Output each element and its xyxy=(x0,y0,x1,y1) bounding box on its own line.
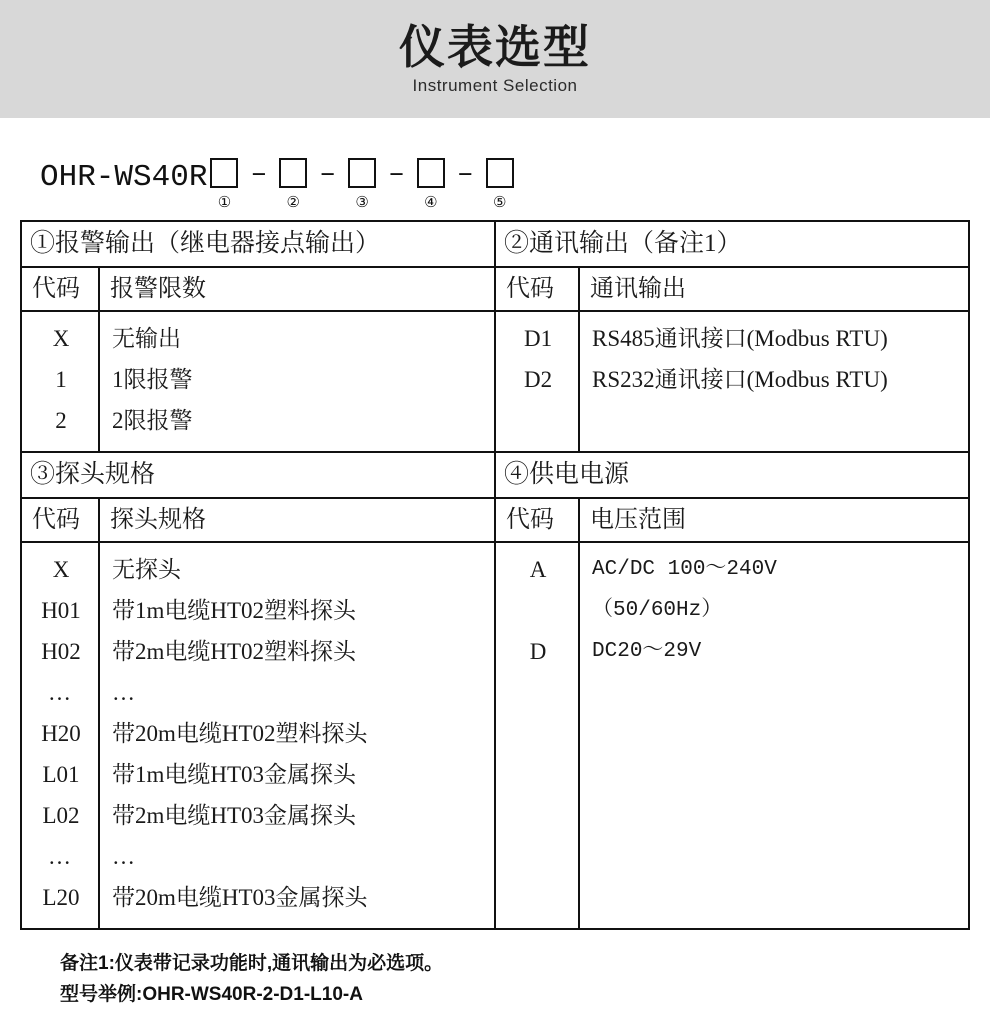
model-slot-5[interactable] xyxy=(483,158,517,211)
model-dash-1: – xyxy=(250,159,268,190)
comm-code-header: 代码 xyxy=(506,276,555,302)
alarm-code-header-cell xyxy=(21,267,99,311)
power-codes xyxy=(496,543,578,682)
list-item: 1限报警 xyxy=(112,367,193,392)
comm-code-header-cell xyxy=(495,267,579,311)
probe-desc-header: 探头规格 xyxy=(110,507,206,533)
power-code-header: 代码 xyxy=(506,507,555,533)
model-slot-4[interactable] xyxy=(414,158,448,211)
model-slot-1-box[interactable] xyxy=(210,158,238,188)
list-item: H20 xyxy=(41,721,81,746)
page-header xyxy=(0,0,990,118)
model-slot-2-box[interactable] xyxy=(279,158,307,188)
list-item: RS485通讯接口(Modbus RTU) xyxy=(592,326,888,351)
probe-codes xyxy=(22,543,98,928)
table-row xyxy=(21,452,969,498)
probe-code-header: 代码 xyxy=(32,507,80,533)
page-subtitle: Instrument Selection xyxy=(412,76,578,96)
list-item: AC/DC 100～240V xyxy=(592,558,777,581)
probe-code-header-cell xyxy=(21,498,99,542)
section-title-power: ④供电电源 xyxy=(504,461,630,488)
model-prefix: OHR-WS40R xyxy=(40,160,208,195)
model-slot-4-number: ④ xyxy=(424,194,438,211)
comm-codes-cell xyxy=(495,311,579,452)
probe-codes-cell xyxy=(21,542,99,929)
probe-desc-header-cell xyxy=(99,498,495,542)
alarm-code-header: 代码 xyxy=(32,276,80,302)
section-title-power-cell xyxy=(495,452,969,498)
list-item: RS232通讯接口(Modbus RTU) xyxy=(592,367,888,392)
table-row xyxy=(21,542,969,929)
alarm-codes-cell xyxy=(21,311,99,452)
list-item: DC20～29V xyxy=(592,640,702,663)
section-title-probe-cell xyxy=(21,452,495,498)
model-slot-1-number: ① xyxy=(217,194,232,211)
model-code-row xyxy=(40,158,972,220)
notes-block xyxy=(60,948,972,1010)
selection-table xyxy=(20,220,970,930)
model-dash-2: – xyxy=(319,159,337,190)
section-title-alarm-cell xyxy=(21,221,495,267)
list-item: L02 xyxy=(42,803,80,828)
list-item: 带2m电缆HT02塑料探头 xyxy=(112,639,357,664)
section-title-alarm: ①报警输出（继电器接点输出） xyxy=(30,230,381,257)
list-item: A xyxy=(529,557,547,582)
section-title-comm: ②通讯输出（备注1） xyxy=(504,230,742,257)
list-item: D1 xyxy=(523,326,553,351)
list-item: 2限报警 xyxy=(112,408,193,433)
list-item: … xyxy=(112,844,138,869)
list-item: D xyxy=(529,639,547,664)
table-row xyxy=(21,498,969,542)
list-item: L20 xyxy=(42,885,80,910)
alarm-descs xyxy=(100,312,494,451)
power-descs-cell xyxy=(579,542,969,929)
note-remark-1: 备注1:仪表带记录功能时,通讯输出为必选项。 xyxy=(60,953,444,974)
model-slot-1[interactable] xyxy=(207,158,241,211)
list-item: 2 xyxy=(55,408,67,433)
list-item: 无输出 xyxy=(112,326,181,351)
alarm-descs-cell xyxy=(99,311,495,452)
probe-descs xyxy=(100,543,494,928)
note-model-example: 型号举例:OHR-WS40R-2-D1-L10-A xyxy=(60,984,363,1005)
model-slot-2-number: ② xyxy=(286,194,300,211)
list-item: … xyxy=(112,680,138,705)
list-item: 无探头 xyxy=(112,557,181,582)
model-slot-4-box[interactable] xyxy=(417,158,445,188)
alarm-desc-header-cell xyxy=(99,267,495,311)
model-dash-3: – xyxy=(388,159,405,190)
power-desc-header: 电压范围 xyxy=(590,507,687,533)
power-desc-header-cell xyxy=(579,498,969,542)
power-codes-cell xyxy=(495,542,579,929)
list-item: D2 xyxy=(523,367,553,392)
model-slot-3-box[interactable] xyxy=(348,158,376,188)
list-item: … xyxy=(48,844,74,869)
comm-codes xyxy=(496,312,578,410)
comm-descs-cell xyxy=(579,311,969,452)
table-row xyxy=(21,311,969,452)
comm-desc-header: 通讯输出 xyxy=(590,276,687,302)
list-item: 带1m电缆HT03金属探头 xyxy=(112,762,357,787)
comm-descs xyxy=(580,312,968,410)
probe-descs-cell xyxy=(99,542,495,929)
list-item: 带20m电缆HT02塑料探头 xyxy=(112,721,368,746)
table-row xyxy=(21,221,969,267)
list-item: X xyxy=(52,326,70,351)
model-slot-5-number: ⑤ xyxy=(492,194,507,211)
list-item: … xyxy=(48,680,74,705)
list-item: 1 xyxy=(55,367,67,392)
list-item: 带1m电缆HT02塑料探头 xyxy=(112,598,357,623)
section-title-probe: ③探头规格 xyxy=(30,461,156,488)
model-slot-3[interactable] xyxy=(345,158,379,211)
comm-desc-header-cell xyxy=(579,267,969,311)
list-item: （50/60Hz） xyxy=(592,599,723,622)
list-item: L01 xyxy=(42,762,80,787)
alarm-desc-header: 报警限数 xyxy=(110,276,206,302)
page-content xyxy=(0,158,990,1010)
alarm-codes xyxy=(22,312,98,451)
power-code-header-cell xyxy=(495,498,579,542)
table-row xyxy=(21,267,969,311)
list-item xyxy=(504,590,572,631)
model-slot-3-number: ③ xyxy=(355,194,369,211)
list-item: X xyxy=(52,557,70,582)
list-item: H01 xyxy=(41,598,81,623)
model-slot-5-box[interactable] xyxy=(486,158,514,188)
model-dash-4: – xyxy=(456,159,474,190)
power-descs xyxy=(580,543,968,682)
list-item: H02 xyxy=(41,639,81,664)
list-item: 带2m电缆HT03金属探头 xyxy=(112,803,357,828)
section-title-comm-cell xyxy=(495,221,969,267)
model-slot-2[interactable] xyxy=(276,158,310,211)
page-title: 仪表选型 xyxy=(399,20,591,73)
list-item: 带20m电缆HT03金属探头 xyxy=(112,885,368,910)
